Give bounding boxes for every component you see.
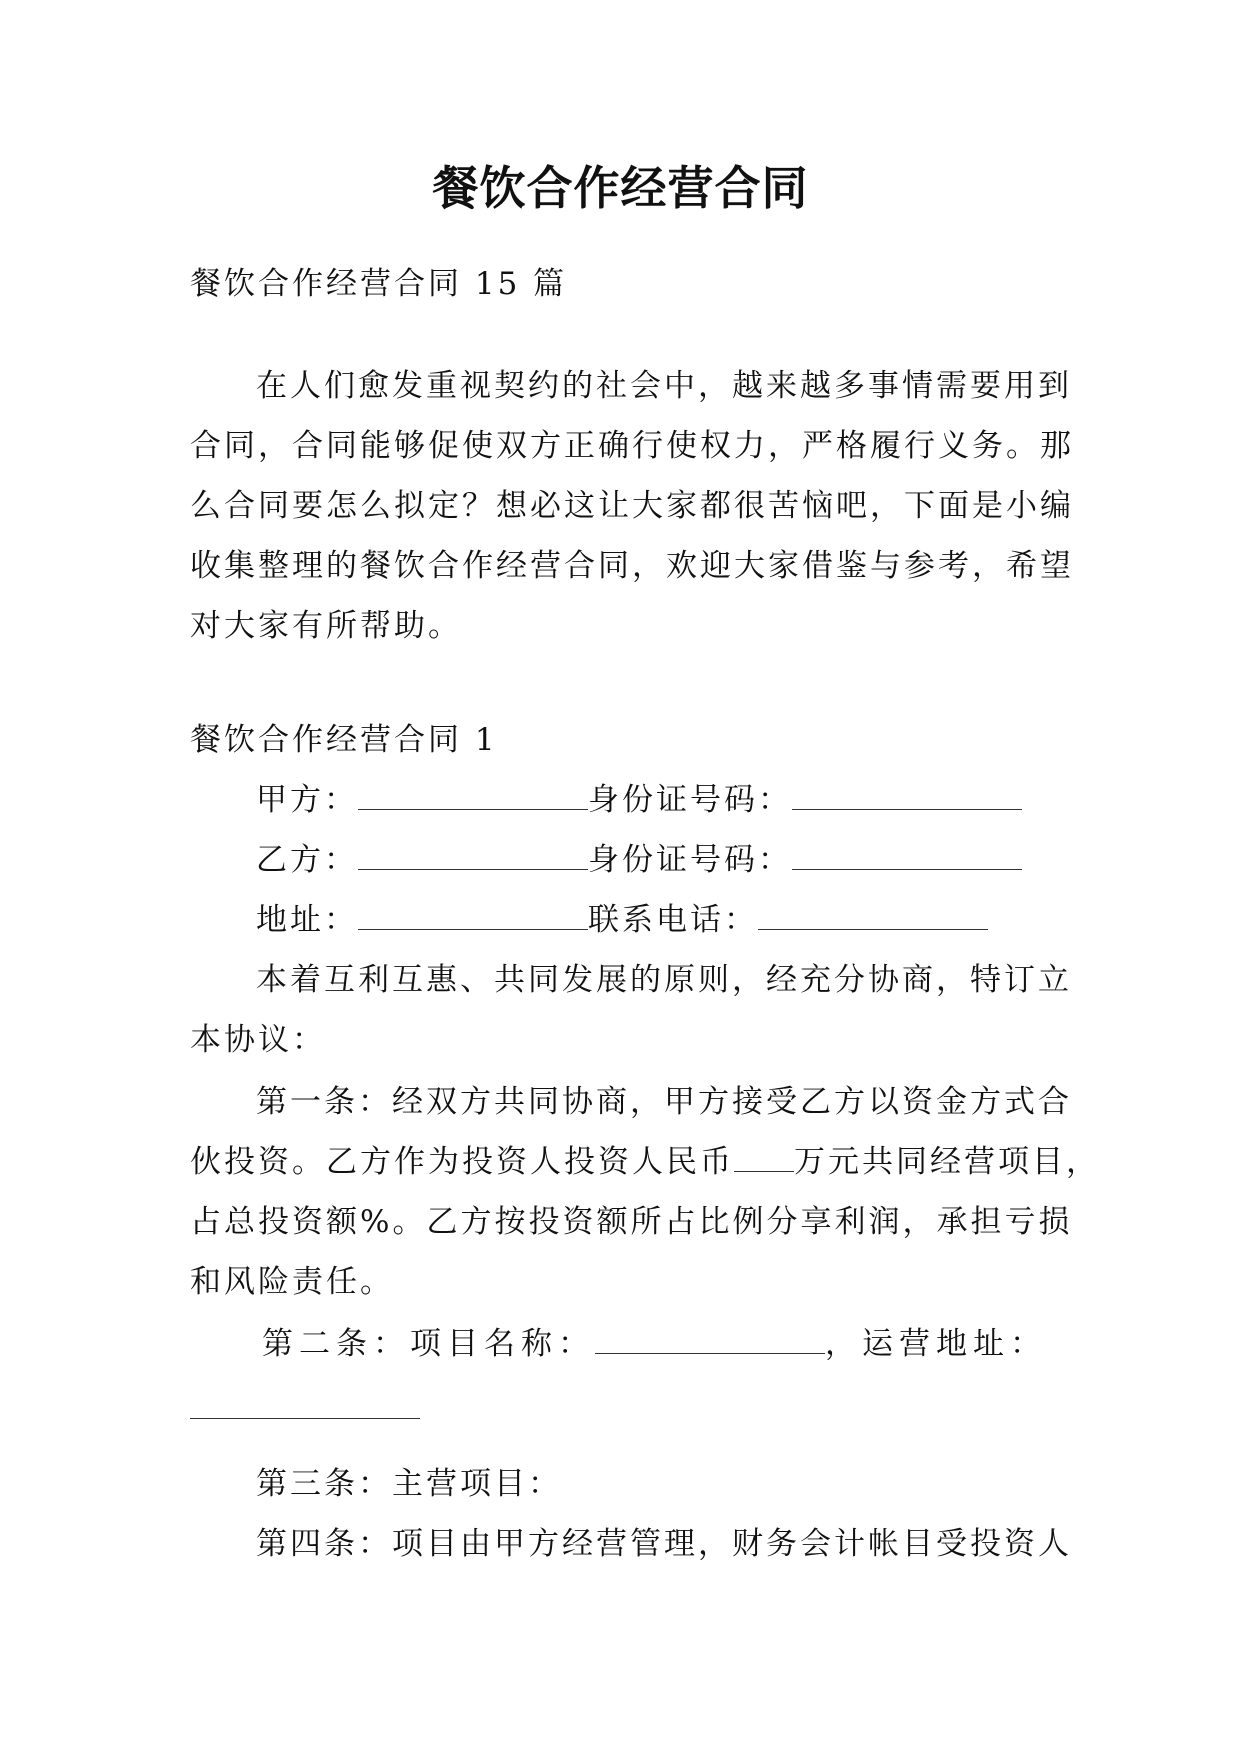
document-title: 餐饮合作经营合同 <box>432 161 809 215</box>
section-heading: 餐饮合作经营合同 1 <box>190 722 498 758</box>
party-b-id-blank <box>792 839 1022 870</box>
party-a-id-blank <box>792 779 1022 810</box>
document-subtitle: 餐饮合作经营合同 15 篇 <box>190 266 568 302</box>
article1-line-4: 和风险责任。 <box>190 1264 394 1300</box>
intro-line-5: 对大家有所帮助。 <box>190 608 462 644</box>
party-a-label: 甲方： <box>256 782 358 818</box>
investment-amount-blank <box>734 1141 794 1172</box>
intro-line-4: 收集整理的餐饮合作经营合同，欢迎大家借鉴与参考，希望 <box>190 548 1074 584</box>
address-blank <box>358 899 588 930</box>
principle-line-2: 本协议： <box>190 1022 326 1058</box>
address-label: 地址： <box>256 902 358 938</box>
phone-label: 联系电话： <box>588 902 758 938</box>
project-name-blank <box>595 1323 825 1354</box>
principle-line-1: 本着互利互惠、共同发展的原则，经充分协商，特订立 <box>256 962 1072 998</box>
article1-line-2a: 伙投资。乙方作为投资人投资人民币 <box>190 1144 734 1180</box>
party-b-row <box>256 838 1022 882</box>
party-a-row <box>256 778 1022 822</box>
article1-line-2 <box>190 1140 1100 1184</box>
operation-address-blank <box>190 1418 420 1419</box>
intro-line-2: 合同，合同能够促使双方正确行使权力，严格履行义务。那 <box>190 428 1074 464</box>
party-a-blank <box>358 779 588 810</box>
article1-line-3: 占总投资额%。乙方按投资额所占比例分享利润，承担亏损 <box>190 1204 1073 1240</box>
article2-prefix: 第二条：项目名称： <box>262 1326 595 1362</box>
id-number-label: 身份证号码： <box>588 842 792 878</box>
party-b-blank <box>358 839 588 870</box>
address-row <box>256 898 988 942</box>
article4: 第四条：项目由甲方经营管理，财务会计帐目受投资人 <box>256 1526 1072 1562</box>
article1-line-1: 第一条：经双方共同协商，甲方接受乙方以资金方式合 <box>256 1084 1072 1120</box>
article2-mid: ，运营地址： <box>825 1326 1047 1362</box>
party-b-label: 乙方： <box>256 842 358 878</box>
article3: 第三条：主营项目： <box>256 1466 562 1502</box>
id-number-label: 身份证号码： <box>588 782 792 818</box>
article2-row <box>262 1322 1062 1366</box>
phone-blank <box>758 899 988 930</box>
intro-line-3: 么合同要怎么拟定？想必这让大家都很苦恼吧，下面是小编 <box>190 488 1074 524</box>
article1-line-2b: 万元共同经营项目， <box>794 1144 1100 1180</box>
intro-line-1: 在人们愈发重视契约的社会中，越来越多事情需要用到 <box>256 368 1072 404</box>
